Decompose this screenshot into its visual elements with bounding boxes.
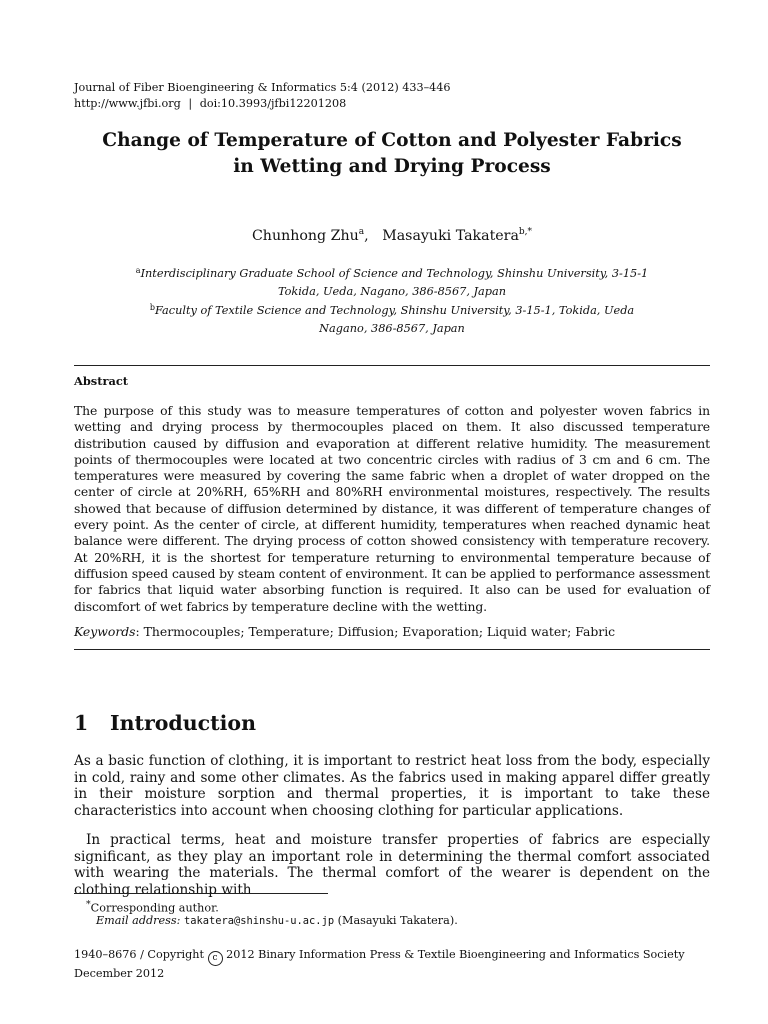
section-number: 1 xyxy=(74,711,89,735)
author-affil-mark: a xyxy=(358,227,365,237)
affil-mark: a xyxy=(135,266,141,275)
journal-citation: Journal of Fiber Bioengineering & Informatics 5:4 (2012) 433–446 xyxy=(74,81,451,94)
email-link[interactable]: takatera@shinshu-u.ac.jp xyxy=(183,915,335,927)
author-name: Chunhong Zhu xyxy=(251,228,359,244)
author-affil-mark: b,* xyxy=(518,227,533,237)
affil-line: Faculty of Textile Science and Technology, Shinshu University, 3-15-1, Tokida, Ueda xyxy=(154,304,635,317)
page-footer xyxy=(74,947,685,982)
publication-date: December 2012 xyxy=(74,967,165,980)
footnote-rule xyxy=(74,893,328,894)
author-list xyxy=(74,227,710,244)
abstract-heading: Abstract xyxy=(74,374,129,388)
abstract-top-rule xyxy=(74,365,710,366)
journal-url[interactable]: http://www.jfbi.org xyxy=(74,97,181,110)
email-owner: (Masayuki Takatera). xyxy=(337,914,458,927)
paragraph: In practical terms, heat and moisture transfer properties of fabrics are especially significant, as they play an important role in determining the thermal comfort associated with wearing the materials. The thermal comfort of the wearer is dependent on the clothing relationship with xyxy=(74,832,710,898)
author-separator: , xyxy=(364,228,369,244)
email-label: Email address: xyxy=(96,914,181,927)
affil-line: Interdisciplinary Graduate School of Science and Technology, Shinshu University, 3-15-1 xyxy=(140,267,649,280)
affiliation-b xyxy=(74,299,710,338)
section-title: Introduction xyxy=(110,711,256,735)
title-line-2: in Wetting and Drying Process xyxy=(233,156,551,177)
keywords-line: Keywords: Thermocouples; Temperature; Diffusion; Evaporation; Liquid water; Fabric xyxy=(74,624,616,639)
paragraph: As a basic function of clothing, it is important to restrict heat loss from the body, especially in cold, rainy and some other climates. As the fabrics used in making apparel differ greatly in their moisture sorption and thermal properties, it is important to take these characteristics into account when choosing clothing for particular applications. xyxy=(74,753,710,819)
keywords-text: Thermocouples; Temperature; Diffusion; Evaporation; Liquid water; Fabric xyxy=(143,624,616,639)
abstract-body: The purpose of this study was to measure temperatures of cotton and polyester woven fabrics in wetting and drying process by thermocouples placed on them. It also discussed temperature distribution caused by diffusion and evaporation at different relative humidity. The measurement points of thermocouples were located at two concentric circles with radius of 3 cm and 6 cm. The temperatures were measured by covering the same fabric when a droplet of water dropped on the center of circle at 20%RH, 65%RH and 80%RH environmental moistures, respectively. The results showed that because of diffusion determined by distance, it was different of temperature changes of every point. As the center of circle, at different humidity, temperatures when reached dynamic heat balance were different. The drying process of cotton showed consistency with temperature recovery. At 20%RH, it is the shortest for temperature returning to environmental temperature because of diffusion speed caused by steam content of environment. It can be applied to performance assessment for fabrics that liquid water absorbing function is required. It also can be used for evaluation of discomfort of wet fabrics by temperature decline with the wetting. xyxy=(74,403,710,614)
affil-line: Tokida, Ueda, Nagano, 386-8567, Japan xyxy=(277,285,507,298)
author-name: Masayuki Takatera xyxy=(382,228,519,244)
abstract-bottom-rule xyxy=(74,649,710,650)
publisher: 2012 Binary Information Press & Textile Bioengineering and Informatics Society xyxy=(226,948,685,961)
footnote-text: Corresponding author. xyxy=(90,901,219,915)
link-separator: | xyxy=(188,97,193,110)
paper-title xyxy=(74,128,710,180)
section-heading xyxy=(74,711,256,735)
issn-copyright: 1940–8676 / Copyright xyxy=(74,948,204,961)
title-line-1: Change of Temperature of Cotton and Polyester Fabrics xyxy=(102,130,682,151)
affiliation-a xyxy=(74,262,710,301)
copyright-icon: c xyxy=(208,951,223,966)
footnote-mark: * xyxy=(86,899,91,910)
footnote-email xyxy=(96,913,458,929)
affil-line: Nagano, 386-8567, Japan xyxy=(319,322,465,335)
keywords-label: Keywords xyxy=(74,624,136,639)
doi-link[interactable]: doi:10.3993/jfbi12201208 xyxy=(199,97,347,110)
journal-header xyxy=(74,80,451,112)
affil-mark: b xyxy=(149,303,155,312)
journal-links xyxy=(74,96,451,112)
